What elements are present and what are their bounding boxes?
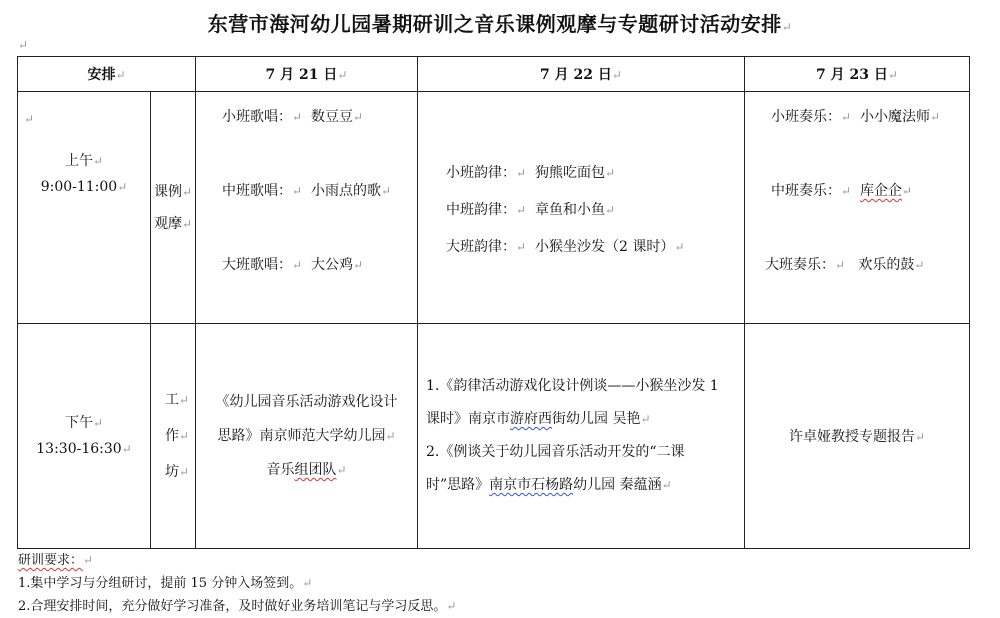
morning-row [18, 92, 970, 324]
list-item: 1.《韵律活动游戏化设计例谈——小猴坐沙发 1 [426, 378, 719, 394]
schedule-table [17, 56, 970, 549]
morning-time-cell: ↵ 上午↵ 9:00-11:00↵ [18, 92, 151, 324]
list-item: 中班歌唱：↵ 小雨点的歌↵ [222, 183, 392, 199]
list-item: 中班奏乐：↵ 库企企↵ [771, 183, 913, 199]
jul23-morning-cell [745, 92, 970, 324]
morning-time: 9:00-11:00 [40, 178, 118, 195]
workshop-title-line: 《幼儿园音乐活动游戏化设计 [215, 394, 398, 410]
afternoon-activity-cell: 工↵ 作↵ 坊↵ [151, 324, 196, 549]
requirements-heading: 研训要求： [18, 553, 84, 568]
title-text: 东营市海河幼儿园暑期研训之音乐课例观摩与专题研讨活动安排 [207, 12, 782, 36]
afternoon-label: 下午 [64, 415, 93, 431]
jul21-morning-cell [196, 92, 418, 324]
header-jul23: 7 月 23 日↵ [745, 57, 970, 92]
paragraph-mark-icon: ↵ [18, 38, 29, 52]
jul22-afternoon-cell: 1.《韵律活动游戏化设计例谈——小猴坐沙发 1 课时》南京市游府西街幼儿园 吴艳↵ 2.《例谈关于幼儿园音乐活动开发的“二课 时”思路》南京市石杨路幼儿园 秦蕴涵↵ [418, 324, 745, 549]
requirement-item-2: 2.合理安排时间，充分做好学习准备，及时做好业务培训笔记与学习反思。 [18, 599, 447, 614]
jul23-afternoon-cell: 许卓娅教授专题报告↵ [745, 324, 970, 549]
list-item: 大班韵律：↵ 小猴坐沙发（2 课时）↵ [446, 239, 685, 255]
jul21-afternoon-cell: 《幼儿园音乐活动游戏化设计 思路》南京师范大学幼儿园↵ 音乐组团队↵ [196, 324, 418, 549]
afternoon-time-cell: 下午↵ 13:30-16:30↵ [18, 324, 151, 549]
document-title [0, 8, 1000, 37]
list-item: 2.《例谈关于幼儿园音乐活动开发的“二课 [426, 444, 685, 460]
header-row [18, 57, 970, 92]
list-item: 中班韵律：↵ 章鱼和小鱼↵ [446, 202, 616, 218]
list-item: 小班韵律：↵ 狗熊吃面包↵ [446, 165, 616, 181]
jul22-morning-cell [418, 92, 745, 324]
requirement-item-1: 1.集中学习与分组研讨，提前 15 分钟入场签到。 [18, 576, 303, 591]
lecture-title: 许卓娅教授专题报告 [788, 429, 915, 445]
header-arrangement: 安排↵ [18, 57, 196, 92]
list-item: 小班歌唱：↵ 数豆豆↵ [222, 109, 364, 125]
afternoon-time: 13:30-16:30 [36, 441, 122, 457]
afternoon-row [18, 324, 970, 549]
paragraph-mark-icon: ↵ [781, 20, 793, 34]
list-item: 小班奏乐：↵ 小小魔法师↵ [771, 109, 941, 125]
morning-label: 上午 [64, 152, 93, 169]
header-jul21: 7 月 21 日↵ [196, 57, 418, 92]
list-item: 大班奏乐：↵ 欢乐的鼓↵ [765, 257, 925, 273]
list-item: 大班歌唱：↵ 大公鸡↵ [222, 257, 364, 273]
morning-activity-cell: 课例↵ 观摩↵ [151, 92, 196, 324]
requirements-section: 研训要求：↵ 1.集中学习与分组研讨，提前 15 分钟入场签到。↵ 2.合理安排时间，充分做好学习准备，及时做好业务培训笔记与学习反思。↵ [18, 553, 457, 614]
header-jul22: 7 月 22 日↵ [418, 57, 745, 92]
